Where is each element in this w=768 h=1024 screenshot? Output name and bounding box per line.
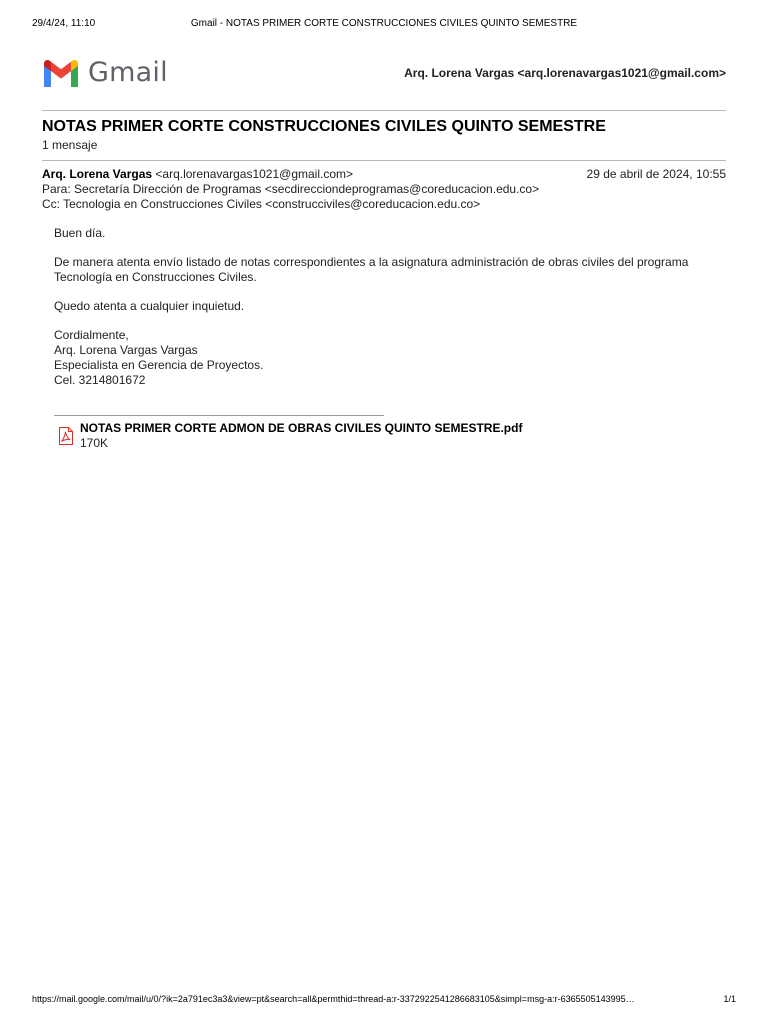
gmail-logo-text: Gmail xyxy=(88,56,168,88)
divider xyxy=(42,160,726,161)
divider xyxy=(42,110,726,111)
sender-email: <arq.lorenavargas1021@gmail.com> xyxy=(155,167,354,181)
thread-subject: NOTAS PRIMER CORTE CONSTRUCCIONES CIVILES QUINTO SEMESTRE xyxy=(42,118,606,135)
gmail-logo-icon xyxy=(42,59,80,87)
attachment-divider xyxy=(54,415,384,416)
print-page-number: 1/1 xyxy=(723,994,736,1004)
recipient-cc: Cc: Tecnologia en Construcciones Civiles <construcciviles@coreducacion.edu.co> xyxy=(42,197,481,211)
body-paragraph: De manera atenta envío listado de notas correspondientes a la asignatura administración de obras civiles del programa Tecnología en Construcciones Civiles. xyxy=(54,255,689,284)
signature-closing: Cordialmente, xyxy=(54,328,129,342)
pdf-icon xyxy=(58,427,74,449)
signature-name: Arq. Lorena Vargas Vargas xyxy=(54,343,198,357)
message-body xyxy=(54,226,714,388)
attachment-size: 170K xyxy=(80,436,109,450)
print-url: https://mail.google.com/mail/u/0/?ik=2a791ec3a3&view=pt&search=all&permthid=thread-a:r-3372922541286683105&simpl=msg-a:r-6365505143995… xyxy=(32,994,635,1004)
top-bar xyxy=(42,56,726,92)
print-footer xyxy=(32,994,736,1008)
gmail-logo[interactable] xyxy=(42,56,168,90)
attachment-name[interactable]: NOTAS PRIMER CORTE ADMON DE OBRAS CIVILES QUINTO SEMESTRE.pdf xyxy=(80,421,523,435)
signature-title: Especialista en Gerencia de Proyectos. xyxy=(54,358,264,372)
signature xyxy=(54,328,714,388)
print-title: Gmail - NOTAS PRIMER CORTE CONSTRUCCIONES CIVILES QUINTO SEMESTRE xyxy=(190,18,578,29)
print-datetime: 29/4/24, 11:10 xyxy=(32,18,96,29)
signature-phone: Cel. 3214801672 xyxy=(54,373,146,387)
message-date: 29 de abril de 2024, 10:55 xyxy=(586,167,726,181)
sender-name: Arq. Lorena Vargas xyxy=(42,167,153,181)
account-info: Arq. Lorena Vargas <arq.lorenavargas1021@gmail.com> xyxy=(404,66,726,80)
message-count: 1 mensaje xyxy=(42,138,98,152)
body-paragraph: Quedo atenta a cualquier inquietud. xyxy=(54,299,245,313)
attachment-info xyxy=(80,421,522,451)
recipient-to: Para: Secretaría Dirección de Programas <secdirecciondeprogramas@coreducacion.edu.co> xyxy=(42,182,540,196)
message-header xyxy=(42,167,726,212)
greeting: Buen día. xyxy=(54,226,106,240)
print-header xyxy=(32,18,736,32)
